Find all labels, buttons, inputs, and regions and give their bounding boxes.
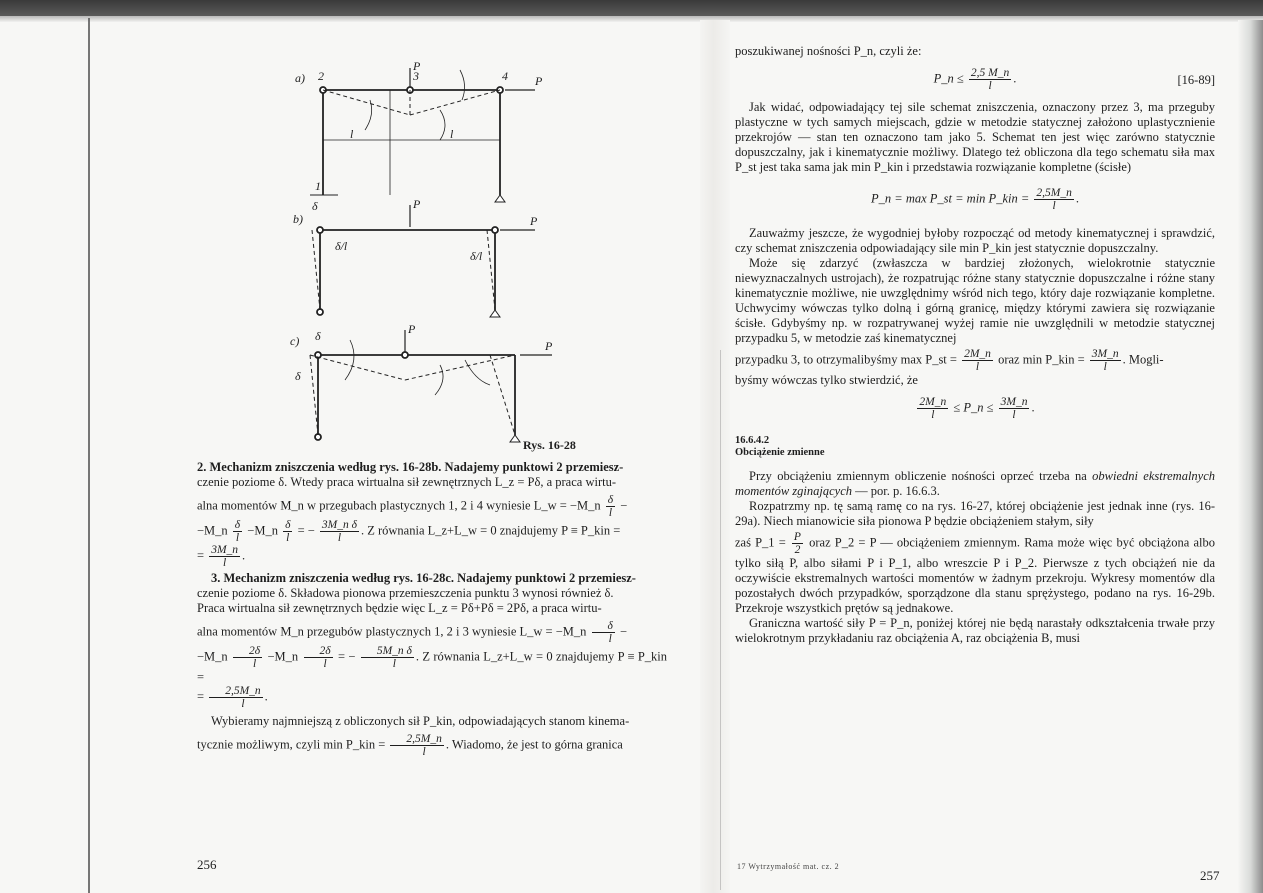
eq-lhs: P_n = max P_st = min P_kin = bbox=[871, 191, 1030, 206]
text-fragment: . Z równania L_z+L_w = 0 znajdujemy P ≡ P_kin = bbox=[197, 649, 668, 684]
text-fragment: zaś P_1 = bbox=[735, 535, 786, 550]
fraction: $\frac{2,5M\_n}{l}$ bbox=[390, 733, 443, 758]
figure-caption: Rys. 16-28 bbox=[523, 438, 576, 452]
svg-text:c): c) bbox=[290, 334, 300, 348]
svg-text:δ: δ bbox=[295, 369, 301, 383]
eq-lhs: P_n ≤ bbox=[933, 71, 964, 86]
fraction: $\frac{3M\_n}{l}$ bbox=[1000, 396, 1028, 421]
paragraph-example: Rozpatrzmy np. tę samą ramę co na rys. 16-27, której obciążenie jest jednak inne (rys. 16-29a). Niech mianowicie siła pionowa P będzie obciążeniem stałym, siły bbox=[735, 499, 1215, 528]
text-fragment: oraz min P_kin = bbox=[998, 352, 1085, 367]
paragraph-example-tail bbox=[735, 531, 1215, 616]
text-line: 3. Mechanizm zniszczenia według rys. 16-28c. Nadajemy punktowi 2 przemiesz- bbox=[211, 571, 636, 585]
paragraph-mechanism-3: 3. Mechanizm zniszczenia według rys. 16-28c. Nadajemy punktowi 2 przemiesz- czenie poziome δ. Składowa pionowa przemieszczenia punktu 3 wynosi również δ. Praca wirtualna sił zewnętrznych będzie więc L_z = Pδ+Pδ = 2Pδ, a praca wirtu- alna momentów M_n przegubów plastycznych 1, 2 i 3 wyniesie L_w = −M_n $\frac{\delta}{l}$ − −M_n $\frac{2\delta}{l}$ −M_n $\frac{2\delta}{l}$ = − $\frac{\text{5M\_n δ}}{l}$ . Z równania L_z+L_w = 0 znajdujemy P ≡ P_kin = = $\frac{2,5M\_n}{l}$ . bbox=[197, 571, 668, 710]
svg-text:2: 2 bbox=[318, 69, 324, 83]
svg-text:3: 3 bbox=[413, 69, 419, 83]
svg-text:l: l bbox=[450, 127, 454, 141]
paragraph-mechanism-2: 2. Mechanizm zniszczenia według rys. 16-28b. Nadajemy punktowi 2 przemiesz- czenie poziome δ. Wtedy praca wirtualna sił zewnętrznych L_z = Pδ, a praca wirtu- alna momentów M_n w przegubach plastycznych 1, 2 i 4 wyniesie L_w = −M_n $\frac{\delta}{l}$ − −M_n $\frac{\delta}{l}$ −M_n $\frac{\delta}{l}$ = − $\frac{\text{3M\_n δ}}{l}$ . Z równania L_z+L_w = 0 znajdujemy P ≡ P_kin = = $\frac{3M\_n}{l}$ . bbox=[197, 460, 628, 569]
right-page-body bbox=[735, 40, 1215, 646]
fraction: $\frac{3M\_n}{l}$ bbox=[1091, 348, 1119, 373]
text-line: alna momentów M_n przegubów plastycznych 1, 2 i 3 wyniesie L_w = −M_n bbox=[197, 624, 587, 639]
svg-text:P: P bbox=[413, 60, 421, 73]
svg-text:P: P bbox=[413, 197, 421, 211]
equation-16-89 bbox=[735, 67, 1215, 92]
left-page-body bbox=[197, 460, 667, 758]
text-line: Wybieramy najmniejszą z obliczonych sił P_kin, odpowiadających stanom kinema- bbox=[211, 714, 630, 728]
paragraph-note: Zauważmy jeszcze, że wygodniej byłoby rozpocząć od metody kinematycznej i sprawdzić, czy schemat zniszczenia odpowiadający sile min P_kin jest statycznie dopuszczalny. bbox=[735, 226, 1215, 255]
svg-text:δ/l: δ/l bbox=[335, 239, 348, 253]
svg-text:b): b) bbox=[293, 212, 303, 226]
paragraph-limit-value: Graniczna wartość siły P = P_n, poniżej której nie będą narastały odkształcenia trwałe przy wielokrotnym przykładaniu raz obciążenia A, raz obciążenia B, musi bbox=[735, 616, 1215, 645]
text-fragment: ≤ P_n ≤ bbox=[953, 400, 994, 415]
frame-mechanism-diagram bbox=[290, 60, 580, 450]
paragraph-choose-minimum bbox=[197, 714, 667, 758]
fraction: $\frac{P}{2}$ bbox=[793, 531, 801, 556]
paragraph-bounds: Może się zdarzyć (zwłaszcza w bardziej złożonych, wielokrotnie statycznie niewyznaczalnych ustrojach), że rozpatrując różne stany statycznie dopuszczalne i różne stany kinematycznie możliwe, nie uwzględnimy wśród nich tego, który daje rozwiązanie kompletne. Uchwycimy wówczas tylko dolną i górną granicę, między którymi zawiera się rozwiązanie ścisłe. Gdybyśmy np. w rozpatrywanej wyżej ramie nie uwzględnili w metodzie statycznej przypadku 5, w metodzie zaś kinematycznej bbox=[735, 256, 1215, 345]
text-fragment: . Z równania L_z+L_w = 0 znajdujemy P ≡ P_kin = bbox=[360, 523, 621, 538]
text-fragment: . Mogli- bbox=[1122, 352, 1164, 367]
equation-number: [16-89] bbox=[1177, 73, 1215, 87]
fraction: $\frac{\delta}{l}$ bbox=[592, 620, 615, 645]
svg-text:4: 4 bbox=[502, 69, 508, 83]
fraction: $\frac{\delta}{l}$ bbox=[607, 494, 614, 519]
text-line: czenie poziome δ. Wtedy praca wirtualna sił zewnętrznych L_z = Pδ, a praca wirtu- bbox=[197, 475, 616, 489]
text-fragment: Przy obciążeniu zmiennym obliczenie nośności oprzeć trzeba na bbox=[749, 469, 1087, 483]
fraction: $\frac{2\delta}{l}$ bbox=[233, 645, 262, 670]
svg-text:P: P bbox=[535, 74, 543, 88]
fraction: $\frac{2,5 M\_n}{l}$ bbox=[970, 67, 1010, 92]
section-title: Obciążenie zmienne bbox=[735, 447, 825, 458]
text-fragment: = − bbox=[297, 523, 315, 538]
svg-text:δ/l: δ/l bbox=[470, 249, 483, 263]
text-fragment: = − bbox=[338, 649, 356, 664]
text-fragment: przypadku 3, to otrzymalibyśmy max P_st = bbox=[735, 352, 957, 367]
svg-text:1: 1 bbox=[315, 179, 321, 193]
fraction: $\frac{3M\_n}{l}$ bbox=[211, 544, 239, 569]
page-margin-line bbox=[88, 18, 90, 893]
text-fragment: −M_n bbox=[197, 649, 228, 664]
paragraph-variable-load bbox=[735, 469, 1215, 499]
book-gutter bbox=[700, 20, 730, 893]
text-fragment: tycznie możliwym, czyli min P_kin = bbox=[197, 737, 386, 752]
fraction: $\frac{2\delta}{l}$ bbox=[304, 645, 333, 670]
text-fragment: . Wiadomo, że jest to górna granica bbox=[445, 737, 623, 752]
fraction: $\frac{\delta}{l}$ bbox=[285, 519, 291, 544]
fraction: $\frac{2M\_n}{l}$ bbox=[919, 396, 947, 421]
svg-text:l: l bbox=[350, 127, 354, 141]
svg-text:P: P bbox=[530, 214, 538, 228]
fraction: $\frac{2,5M\_n}{l}$ bbox=[209, 685, 262, 710]
svg-text:P: P bbox=[408, 322, 416, 336]
svg-text:δ: δ bbox=[312, 199, 318, 213]
page-number-right: 257 bbox=[1200, 868, 1220, 883]
text-fragment: oraz P_2 = P — obciążeniem zmiennym. Rama może więc być obciążona albo tylko siłą P, albo siłami P i P_1, albo wreszcie P i P_2. Pierwsze z tych obciążeń nie da oczywiście ekstremalnych wartości momentów w żadnym przekroju. Wykresy momentów dla pozostałych dwóch przypadków, sporządzone dla stanu sprężystego, podano na rys. 16-29b. Przekroje wszystkich prętów są jednakowe. bbox=[735, 535, 1216, 615]
text-fragment: byśmy wówczas tylko stwierdzić, że bbox=[735, 373, 918, 387]
paragraph-bounds-tail bbox=[735, 348, 1215, 388]
text-fragment: — por. p. 16.6.3. bbox=[855, 484, 940, 498]
text-line: Praca wirtualna sił zewnętrznych będzie więc L_z = Pδ+Pδ = 2Pδ, a praca wirtu- bbox=[197, 601, 602, 615]
text-fragment: −M_n bbox=[267, 649, 299, 664]
fraction: $\frac{\delta}{l}$ bbox=[234, 519, 241, 544]
page-edge-shadow bbox=[1238, 20, 1263, 893]
page-number-left: 256 bbox=[197, 857, 217, 872]
fraction: $\frac{\text{3M\_n δ}}{l}$ bbox=[321, 519, 357, 544]
text-fragment: −M_n bbox=[247, 523, 278, 538]
text-fragment: −M_n bbox=[197, 523, 228, 538]
equation-complete-solution bbox=[735, 187, 1215, 212]
footer-signature: 17 Wytrzymałość mat. cz. 2 bbox=[737, 862, 840, 871]
equation-bounds bbox=[735, 396, 1215, 421]
text-fragment: = bbox=[197, 548, 205, 563]
svg-text:δ: δ bbox=[315, 329, 321, 343]
scanner-shadow bbox=[0, 16, 1263, 22]
figure-16-28 bbox=[290, 60, 580, 450]
fraction: $\frac{2M\_n}{l}$ bbox=[964, 348, 991, 373]
gutter-line bbox=[720, 350, 721, 890]
fraction: $\frac{\text{5M\_n δ}}{l}$ bbox=[361, 645, 414, 670]
emphasis: obwiedni ekstremalnych momentów zginających bbox=[735, 469, 1216, 498]
intro-line: poszukiwanej nośności P_n, czyli że: bbox=[735, 44, 922, 58]
svg-text:P: P bbox=[545, 339, 553, 353]
paragraph-scheme: Jak widać, odpowiadający tej sile schemat zniszczenia, oznaczony przez 3, ma przeguby plastyczne w tych samych miejscach, gdzie w metodzie statycznej założono uplastycznienie przekrojów — stan ten oznaczono tam jako 5. Schemat ten jest więc zarówno statycznie dopuszczalny, jak i kinematycznie możliwy. Dlatego też obliczona dla tego schematu siła max P_st jest taka sama jak min P_kin i przedstawia rozwiązanie kompletne (ścisłe) bbox=[735, 100, 1215, 174]
text-line: czenie poziome δ. Składowa pionowa przemieszczenia punktu 3 wynosi również δ. bbox=[197, 586, 614, 600]
svg-text:a): a) bbox=[295, 71, 305, 85]
section-number: 16.6.4.2 bbox=[735, 435, 770, 446]
text-fragment: . bbox=[1013, 71, 1017, 86]
scanner-top-edge bbox=[0, 0, 1263, 16]
text-line: alna momentów M_n w przegubach plastycznych 1, 2 i 4 wyniesie L_w = −M_n bbox=[197, 498, 601, 513]
text-fragment: . bbox=[1031, 400, 1035, 415]
text-line: 2. Mechanizm zniszczenia według rys. 16-28b. Nadajemy punktowi 2 przemiesz- bbox=[197, 460, 624, 474]
text-fragment: = bbox=[197, 689, 205, 704]
text-fragment: . bbox=[1075, 191, 1079, 206]
fraction: $\frac{2,5M\_n}{l}$ bbox=[1036, 187, 1072, 212]
